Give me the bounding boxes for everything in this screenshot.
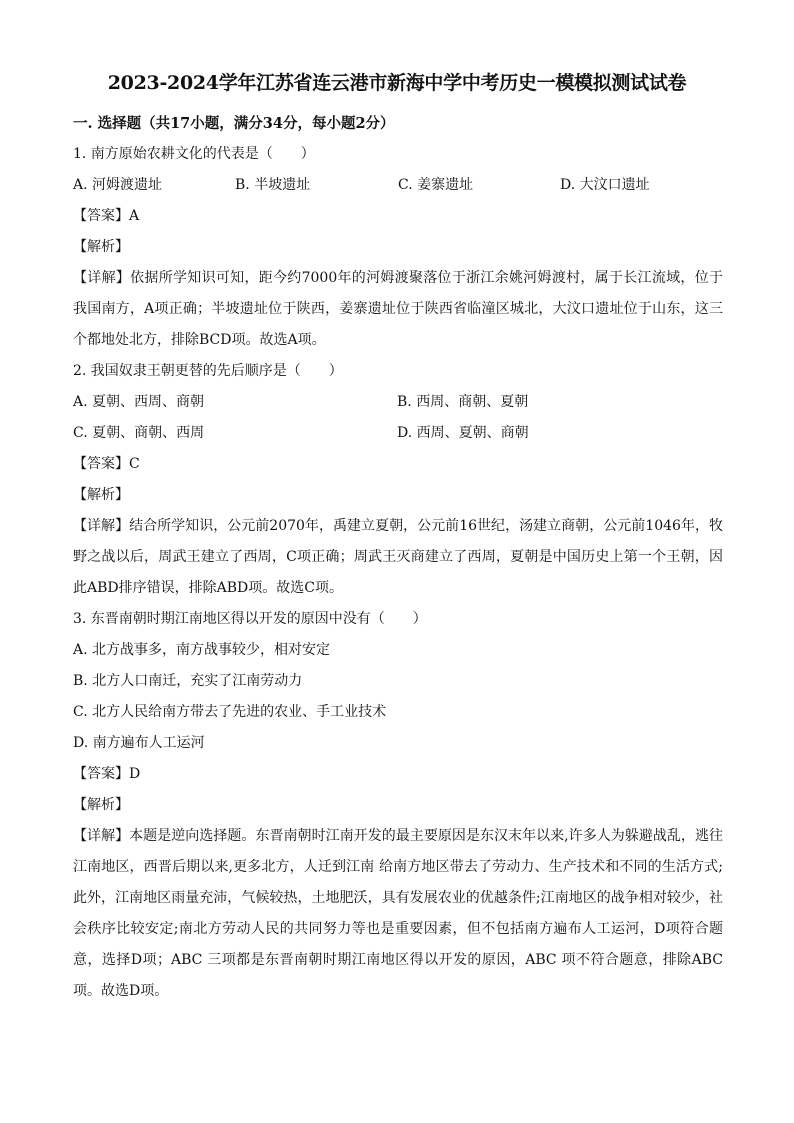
option-a: A. 北方战事多，南方战事较少，相对安定: [73, 642, 331, 658]
question-stem: 2. 我国奴隶王朝更替的先后顺序是（ ）: [73, 363, 343, 379]
option-b: B. 北方人口南迁，充实了江南劳动力: [73, 673, 303, 689]
option-c: C. 夏朝、商朝、西周: [73, 425, 205, 441]
detail-paragraph: 【详解】本题是逆向选择题。东晋南朝时江南开发的最主要原因是东汉末年以来,许多人为躲避战乱，逃往江南地区，西晋后期以来,更多北方，人迁到江南 给南方地区带去了劳动力、生产技术和不同的生活方式;此外，江南地区雨量充沛，气候较热，土地肥沃，具有发展农业的优越条件;江南地区的战争相对较少，社会秩序比较安定;南北方劳动人民的共同努力等也是重要因素，但不包括南方遍布人工运河，D项符合题意，选择D项；ABC 三项都是东晋南朝时期江南地区得以开发的原因，ABC 项不符合题意，排除ABC项。故选D项。: [73, 828, 723, 999]
document-body: [73, 108, 723, 1007]
question-stem: 3. 东晋南朝时期江南地区得以开发的原因中没有（ ）: [73, 611, 427, 627]
question-3: [73, 604, 723, 1007]
question-stem: 1. 南方原始农耕文化的代表是（ ）: [73, 146, 315, 162]
question-options: [73, 387, 723, 418]
option-d: D. 西周、夏朝、商朝: [397, 425, 529, 441]
question-options: [73, 418, 723, 449]
question-2: [73, 356, 723, 604]
answer-line: 【答案】A: [73, 208, 140, 224]
option-b: B. 西周、商朝、夏朝: [397, 394, 529, 410]
option-b: B. 半坡遗址: [235, 177, 311, 193]
option-d: D. 南方遍布人工运河: [73, 735, 205, 751]
analysis-label: 【解析】: [73, 487, 129, 503]
option-a: A. 河姆渡遗址: [73, 177, 163, 193]
option-a: A. 夏朝、西周、商朝: [73, 394, 205, 410]
analysis-label: 【解析】: [73, 797, 129, 813]
question-options: [73, 170, 723, 201]
detail-paragraph: 【详解】结合所学知识，公元前2070年，禹建立夏朝，公元前16世纪，汤建立商朝，公元前1046年，牧野之战以后，周武王建立了西周，C项正确；周武王灭商建立了西周，夏朝是中国历史上第一个王朝，因此ABD排序错误，排除ABD项。故选C项。: [73, 518, 723, 596]
answer-line: 【答案】C: [73, 456, 140, 472]
option-d: D. 大汶口遗址: [560, 177, 650, 193]
answer-line: 【答案】D: [73, 766, 141, 782]
detail-paragraph: 【详解】依据所学知识可知，距今约7000年的河姆渡聚落位于浙江余姚河姆渡村，属于长江流域，位于我国南方，A项正确；半坡遗址位于陕西，姜寨遗址位于陕西省临潼区城北，大汶口遗址位于山东，这三个都地处北方，排除BCD项。故选A项。: [73, 270, 723, 348]
option-c: C. 姜寨遗址: [398, 177, 474, 193]
document-title: 2023-2024学年江苏省连云港市新海中学中考历史一模模拟测试试卷: [107, 72, 687, 94]
analysis-label: 【解析】: [73, 239, 129, 255]
section-heading: 一. 选择题（共17小题，满分34分，每小题2分）: [73, 115, 395, 132]
question-1: [73, 139, 723, 356]
option-c: C. 北方人民给南方带去了先进的农业、手工业技术: [73, 704, 387, 720]
